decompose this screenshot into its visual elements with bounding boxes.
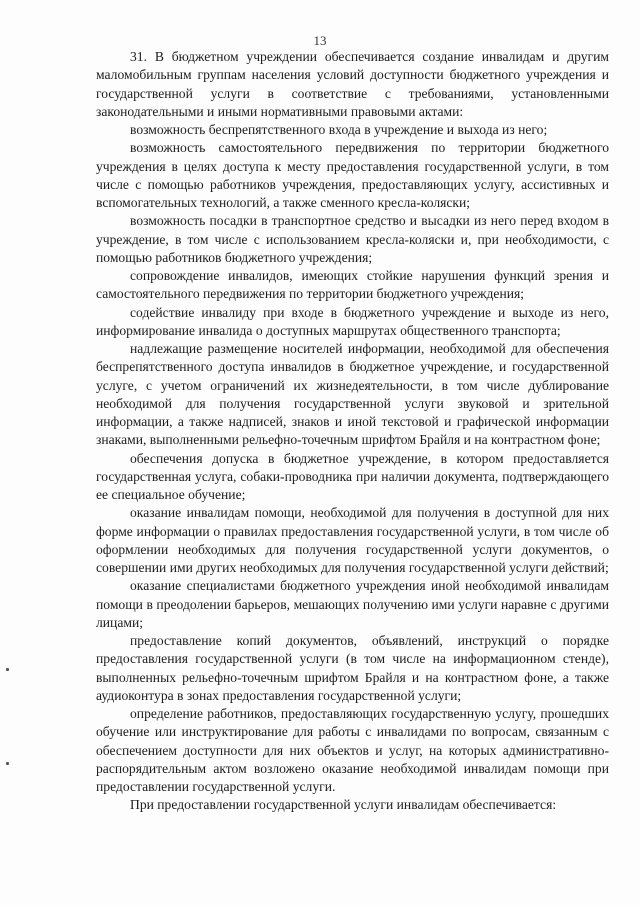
paragraph-item: предоставление копий документов, объявлений, инструкций о порядке предоставления государственной услуги (в том числе на информационном стенде), выполненных рельефно-точечным шрифтом Брайля и на контрастном фоне, а также аудиоконтура в зонах предоставления государственной услуги; xyxy=(96,633,609,703)
paragraph-item: определение работников, предоставляющих государственную услугу, прошедших обучение или инструктирование для работы с инвалидами по вопросам, связанным с обеспечением доступности для них объектов и услуг, на которых административно-распорядительным актом возложено оказание необходимой инвалидам помощи при предоставлении государственной услуги. xyxy=(96,706,609,794)
paragraph-item: содействие инвалиду при входе в бюджетного учреждение и выходе из него, информирование инвалида о доступных маршрутах общественного транспорта; xyxy=(96,304,609,338)
paragraph-item: возможность посадки в транспортное средство и высадки из него перед входом в учреждение, в том числе с использованием кресла-коляски и, при необходимости, с помощью работников бюджетного учреждения; xyxy=(96,213,609,265)
paragraph-item: обеспечения допуска в бюджетное учреждение, в котором предоставляется государственная услуга, собаки-проводника при наличии документа, подтверждающего ее специальное обучение; xyxy=(96,450,609,502)
paragraph-closing: При предоставлении государственной услуги инвалидам обеспечивается: xyxy=(130,797,557,813)
document-body xyxy=(96,48,609,815)
paragraph-item: оказание инвалидам помощи, необходимой для получения в доступной для них форме информации о правилах предоставления государственной услуги, в том числе об оформлении необходимых для получения государственной услуги документов, о совершении ими других необходимых для получения государственной услуги действий; xyxy=(96,505,609,575)
paragraph-item: возможность беспрепятственного входа в учреждение и выхода из него; xyxy=(130,122,548,137)
scan-speck xyxy=(6,668,9,671)
paragraph-item: надлежащие размещение носителей информации, необходимой для обеспечения беспрепятственного доступа инвалидов в бюджетное учреждение, и государственной услуге, с учетом ограничений их жизнедеятельности, в том числе дублирование необходимой для получения государственной услуги звуковой и зрительной информации, а также надписей, знаков и иной текстовой и графической информации знаками, выполненными рельефно-точечным шрифтом Брайля и на контрастном фоне; xyxy=(96,341,609,448)
page-number: 13 xyxy=(313,33,327,48)
paragraph-item: возможность самостоятельного передвижения по территории бюджетного учреждения в целях доступа к месту предоставления государственной услуги, в том числе с помощью работников учреждения, предоставляющих услугу, ассистивных и вспомогательных технологий, а также сменного кресла-коляски; xyxy=(96,140,609,210)
scan-speck xyxy=(6,762,9,765)
paragraph-item: оказание специалистами бюджетного учреждения иной необходимой инвалидам помощи в преодолении барьеров, мешающих получению ими услуги наравне с другими лицами; xyxy=(96,578,609,630)
paragraph-intro: 31. В бюджетном учреждении обеспечивается создание инвалидам и другим маломобильным группам населения условий доступности бюджетного учреждения и государственной услуги в соответствие с требованиями, установленными законодательными и иными нормативными правовыми актами: xyxy=(96,49,609,119)
paragraph-item: сопровождение инвалидов, имеющих стойкие нарушения функций зрения и самостоятельного передвижения по территории бюджетного учреждения; xyxy=(96,268,609,302)
